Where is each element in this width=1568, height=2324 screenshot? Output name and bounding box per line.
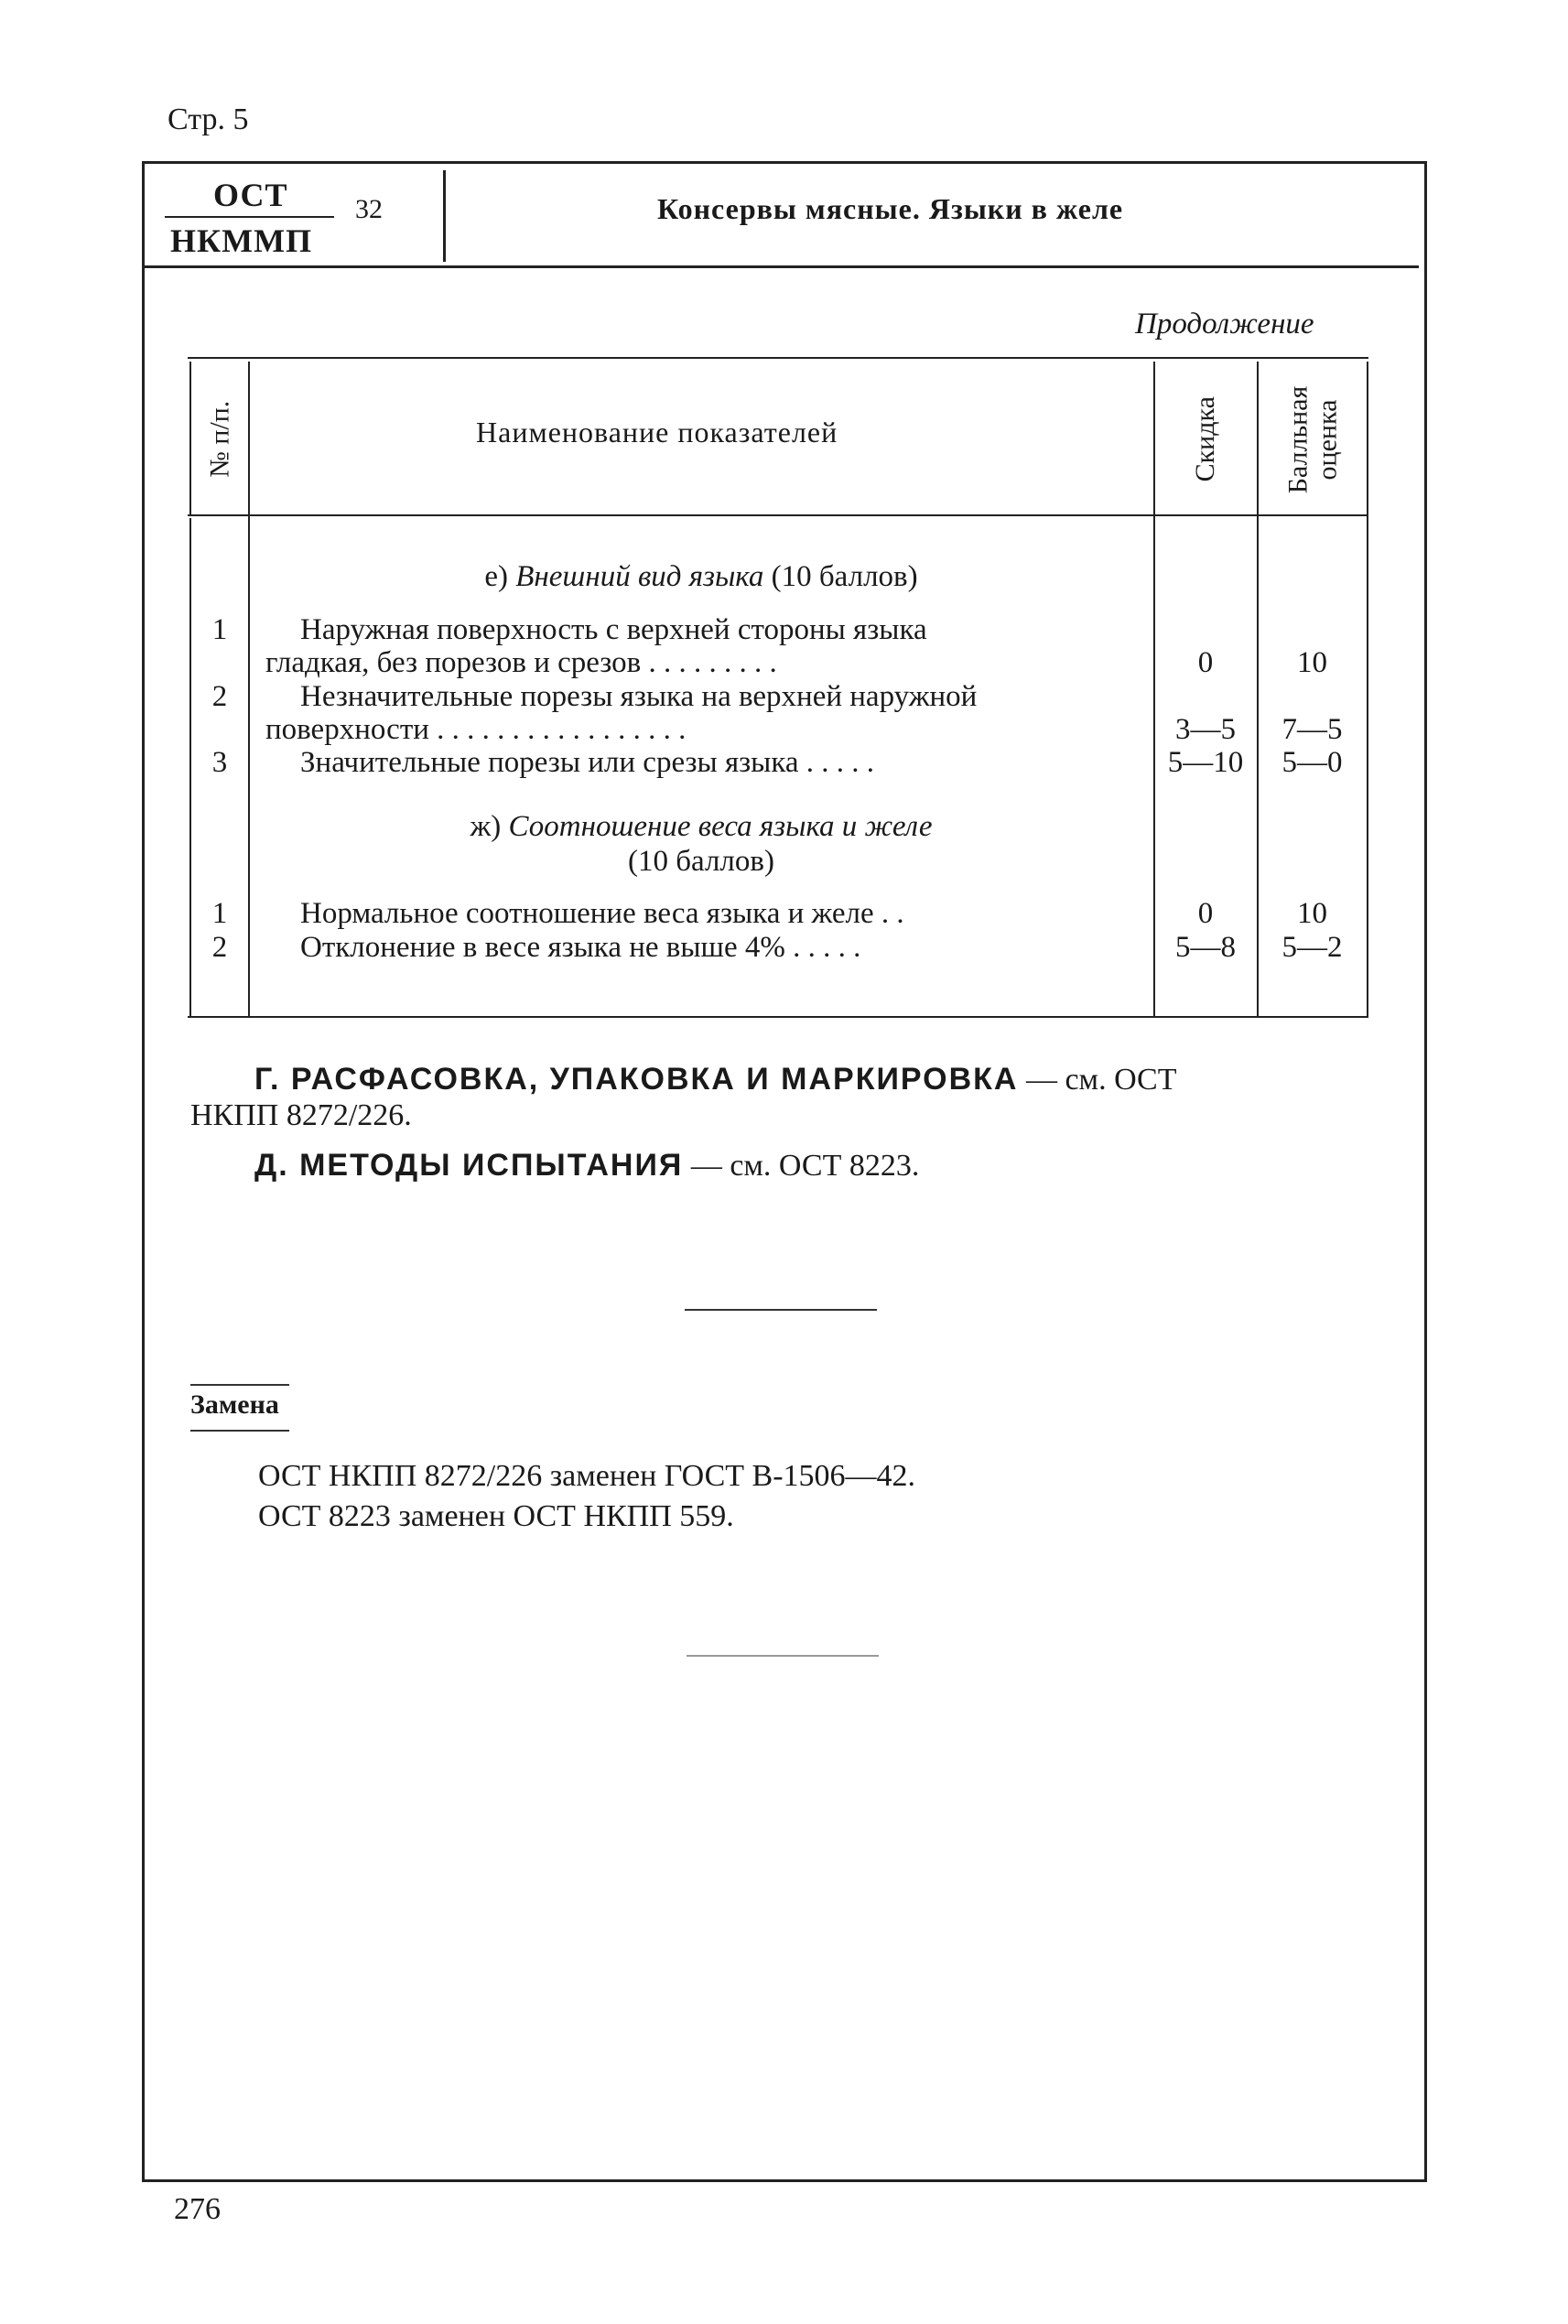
ost-label-bottom: НКММП [170, 222, 313, 259]
row-text-line2: поверхности . . . . . . . . . . . . . . . . . [265, 713, 687, 746]
page-label: Стр. 5 [168, 103, 249, 136]
table-bottom-rule [188, 1016, 1368, 1018]
section-g-ref: — см. ОСТ [1025, 1063, 1177, 1097]
row-score: 5—2 [1281, 931, 1343, 964]
row-text-line1: Нормальное соотношение веса языка и желе . . [300, 897, 904, 930]
col-header-score-cell [1260, 366, 1365, 513]
document-title: Консервы мясные. Языки в желе [657, 192, 1124, 225]
col-header-name: Наименование показателей [476, 416, 838, 449]
section-d [254, 1148, 919, 1184]
replacement-line: ОСТ НКПП 8272/226 заменен ГОСТ В-1506—42. [258, 1459, 916, 1493]
section-points: (10 баллов) [771, 560, 918, 593]
col-header-num-cell [192, 366, 247, 513]
header-separator [443, 170, 446, 262]
row-num: 1 [211, 897, 228, 930]
table-left-border [189, 518, 191, 1016]
section-g-line1 [254, 1062, 1177, 1097]
row-discount: 0 [1197, 646, 1214, 679]
table-header-rule [188, 514, 1368, 516]
row-num: 1 [211, 613, 228, 646]
continued-label: Продолжение [1135, 308, 1314, 340]
row-num: 2 [211, 931, 228, 964]
section-prefix: е) [484, 560, 508, 593]
row-score: 7—5 [1281, 713, 1343, 746]
page-number: 276 [174, 2192, 221, 2226]
col-header-discount: Скидка [1190, 396, 1221, 482]
col-header-discount-cell [1156, 366, 1255, 513]
row-num: 2 [211, 680, 228, 713]
section-title: Внешний вид языка [515, 560, 764, 593]
ost-label-top: ОСТ [213, 177, 288, 213]
section-g-heading: Г. РАСФАСОВКА, УПАКОВКА И МАРКИРОВКА [254, 1062, 1019, 1097]
table-col-divider-num [248, 362, 250, 1016]
row-discount: 3—5 [1175, 713, 1236, 746]
row-discount: 5—8 [1175, 931, 1236, 964]
section-heading-zh [253, 810, 1150, 844]
section-d-ref: — см. ОСТ 8223. [690, 1149, 920, 1183]
section-d-heading: Д. МЕТОДЫ ИСПЫТАНИЯ [254, 1148, 684, 1183]
section-prefix: ж) [470, 810, 502, 843]
row-score: 5—0 [1281, 746, 1343, 779]
replace-title-underline [190, 1430, 289, 1432]
replace-title-overline [190, 1384, 289, 1386]
table-col-divider-discount [1153, 362, 1155, 1016]
header-rule [145, 265, 1419, 268]
table-left-border-head [189, 362, 191, 514]
row-num: 3 [211, 746, 228, 779]
col-header-num: № п/п. [204, 400, 235, 479]
row-text-line1: Значительные порезы или срезы языка . . . . . [300, 746, 875, 779]
section-title: Соотношение веса языка и желе [508, 810, 933, 843]
col-header-score: Балльная оценка [1282, 385, 1342, 493]
table-right-border [1367, 362, 1368, 1016]
row-text-line1: Отклонение в весе языка не выше 4% . . . . . [300, 931, 861, 964]
row-discount: 5—10 [1167, 746, 1244, 779]
row-score: 10 [1297, 897, 1327, 930]
standard-number: 32 [355, 194, 383, 224]
separator-rule [685, 1309, 877, 1311]
row-text-line1: Наружная поверхность с верхней стороны языка [300, 613, 927, 646]
row-text-line2: гладкая, без порезов и срезов . . . . . . . . . [265, 646, 777, 679]
replacement-line: ОСТ 8223 заменен ОСТ НКПП 559. [258, 1499, 734, 1533]
section-g-line2: НКПП 8272/226. [190, 1098, 412, 1132]
separator-rule-faint [687, 1655, 879, 1657]
section-points-zh: (10 баллов) [628, 845, 774, 878]
replacement-title: Замена [190, 1389, 279, 1420]
row-score: 10 [1297, 646, 1327, 679]
ost-fraction-line [165, 216, 334, 218]
row-discount: 0 [1197, 897, 1214, 930]
section-heading-e [253, 560, 1150, 594]
table-top-rule [188, 357, 1368, 359]
table-col-divider-score [1257, 362, 1259, 1016]
row-text-line1: Незначительные порезы языка на верхней наружной [300, 680, 978, 713]
